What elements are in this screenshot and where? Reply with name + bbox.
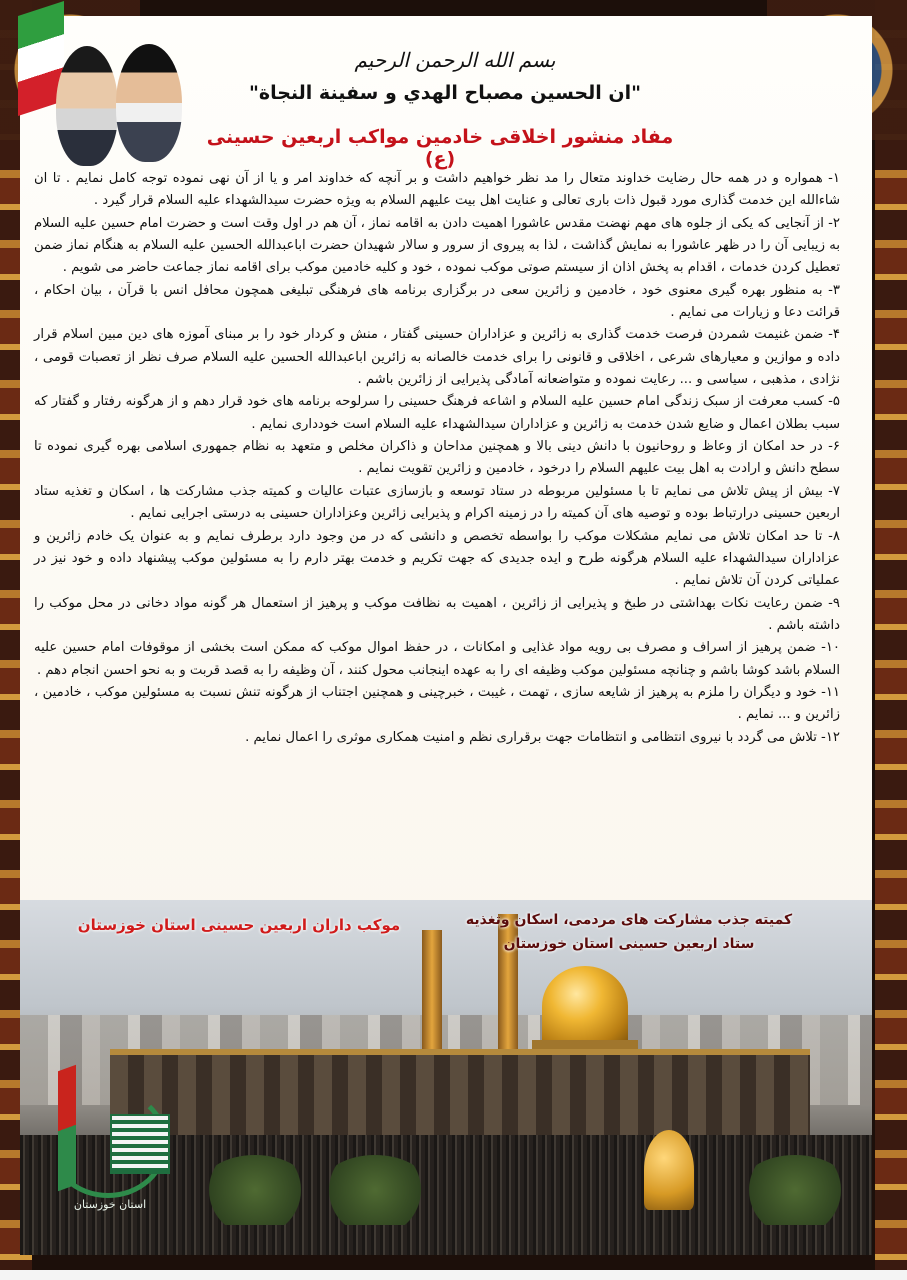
palm-tree bbox=[740, 1155, 850, 1225]
palm-tree bbox=[200, 1155, 310, 1225]
charter-item-2: ۲- از آنجایی که یکی از جلوه های مهم نهضت مقدس عاشورا اهمیت دادن به اقامه نماز ، آن هم در اول وقت است و حضرت امام حسین علیه السلام به زیبایی آن را در ظهر عاشورا به نمایش گذاشت ، لذا به پیروی از سرور و سالار شهیدان حضرت اباعبدالله الحسین علیه السلام به هنگام نماز ضمن تعطیل کردن خدمات ، اقدام به پخش اذان از سیستم صوتی موکب نموده ، خود و کلیه خادمین موکب برای اقامه نماز جماعت حاضر می شویم . bbox=[34, 215, 840, 276]
scanner-strip bbox=[0, 1270, 907, 1280]
charter-item-3: ۳- به منظور بهره گیری معنوی خود ، خادمین و زائرین سعی در برگزاری برنامه های فرهنگی تبلیغی همچون محافل انس با قرآن ، بیان احکام ، قرائت دعا و زیارات می نمایم . bbox=[34, 282, 840, 321]
logo-emblem-icon bbox=[110, 1114, 170, 1174]
golden-dome bbox=[542, 966, 628, 1046]
charter-item-8: ۸- تا حد امکان تلاش می نمایم مشکلات موکب را بواسطه تخصص و دانشی که در من وجود دارد برطرف نمایم و به عنوان یک خادم زائرین و عزاداران سیدالشهداء علیه السلام هرگونه طرح و ایده جدیدی که جهت تکریم و خدمت بهتر دارم را به مسئولین موکب پیشنهاد داده و خود نیز در عملیاتی کردن آن تلاش نمایم . bbox=[34, 528, 840, 589]
committee-caption: کمیته جذب مشارکت های مردمی، اسکان وتغذیه bbox=[465, 912, 793, 928]
portrait-right bbox=[116, 44, 182, 162]
charter-item-10: ۱۰- ضمن پرهیز از اسراف و مصرف بی رویه مواد غذایی و امکانات ، در حفظ اموال موکب که ممکن است بخشی از موقوفات امام حسین علیه السلام باشد کوشا باشم و چنانچه مسئولین موکب وظیفه ای را به عهده اینجانب محول کنند ، آن وظیفه را به قصد قربت و به نحو احسن انجام دهم . bbox=[34, 640, 840, 678]
small-golden-dome bbox=[644, 1130, 694, 1210]
charter-item-5: ۵- کسب معرفت از سبک زندگی امام حسین علیه السلام و اشاعه فرهنگ حسینی را سرلوحه برنامه های خود قرار دهم و از هرگونه رفتار و گفتار که سبب بطلان اعمال و ضایع شدن خدمت به زائرین و عزاداران سیدالشهداء علیه السلام است خودداری نمایم . bbox=[34, 394, 840, 432]
charter-item-12: ۱۲- تلاش می گردد با نیروی انتظامی و انتظامات جهت برقراری نظم و امنیت همکاری موثری را اعمال نمایم . bbox=[245, 729, 840, 745]
organization-logo bbox=[40, 1058, 180, 1248]
page-title: مفاد منشور اخلاقی خادمین مواکب اربعین حسینی (ع) bbox=[206, 126, 674, 170]
leaders-portrait-image bbox=[18, 16, 188, 166]
organizer-red-caption: موکب داران اربعین حسینی استان خوزستان bbox=[77, 916, 401, 934]
charter-item-4: ۴- ضمن غنیمت شمردن فرصت خدمت گذاری به زائرین و عزاداران حسینی گفتار ، منش و کردار خود را بر مبنای آموزه های دین مبین اسلام قرار داده و موازین و معیارهای شرعی ، اخلاقی و قانونی را برای خدمت خالصانه به زائرین اباعبدالله الحسین علیه السلام صرف نظر از تعصبات قومی ، نژادی ، مذهبی ، سیاسی و ... رعایت نموده و متواضعانه آمادگی پذیرایی از زائرین باشم . bbox=[34, 327, 840, 388]
logo-flag-bar bbox=[58, 1065, 76, 1192]
charter-item-11: ۱۱- خود و دیگران را ملزم به پرهیز از شایعه سازی ، تهمت ، غیبت ، خبرچینی و همچنین اجتناب از هرگونه تنش نسبت به مسئولین موکب ، خادمین ، زائرین و ... نمایم . bbox=[34, 684, 840, 723]
basmala-calligraphy: بسم الله الرحمن الرحیم bbox=[354, 48, 556, 72]
charter-item-7: ۷- بیش از پیش تلاش می نمایم تا با مسئولین مربوطه در ستاد توسعه و بازسازی عتبات عالیات و کمیته جذب مشارکت ها ، اسکان و تغذیه ستاد اربعین حسینی درارتباط بوده و توصیه های آن کمیته را در زمینه اکرام و پذیرایی زائرین وعزاداران حسینی به درستی اجرایی نمایم . bbox=[34, 483, 840, 522]
charter-item-9: ۹- ضمن رعایت نکات بهداشتی در طبخ و پذیرایی از زائرین ، اهمیت به نظافت موکب و پرهیز از استعمال هر گونه مواد دخانی در محل موکب را داشته باشم . bbox=[34, 595, 840, 633]
headquarters-caption: ستاد اربعین حسینی استان خوزستان bbox=[503, 936, 755, 952]
charter-body bbox=[34, 168, 840, 749]
logo-caption: استان خوزستان bbox=[73, 1198, 147, 1211]
hadith-quote: "ان الحسین مصباح الهدي و سفینة النجاة" bbox=[248, 82, 642, 104]
charter-item-1: ۱- همواره و در همه حال رضایت خداوند متعال را مد نظر خواهیم داشت و بر آنچه که خداوند امر و یا از آن نهی نموده توجه کامل نمایم . تا ان شاءالله این خدمت گذاری مورد قبول ذات باری تعالی و عنایت اهل بیت علیهم السلام به ویژه حضرت سیدالشهداء علیه السلام قرار گیرد . bbox=[34, 171, 840, 209]
charter-item-6: ۶- در حد امکان از وعاظ و روحانیون با دانش دینی بالا و همچنین مداحان و ذاکران مخلص و متعهد به نظام جمهوری اسلامی بهره گیری نموده تا سطح دانش و ارادت به اهل بیت علیهم السلام را درخود ، خادمین و زائرین تقویت نمایم . bbox=[34, 439, 840, 477]
decorative-border-right bbox=[875, 0, 907, 1270]
portrait-left bbox=[56, 46, 118, 166]
palm-tree bbox=[320, 1155, 430, 1225]
